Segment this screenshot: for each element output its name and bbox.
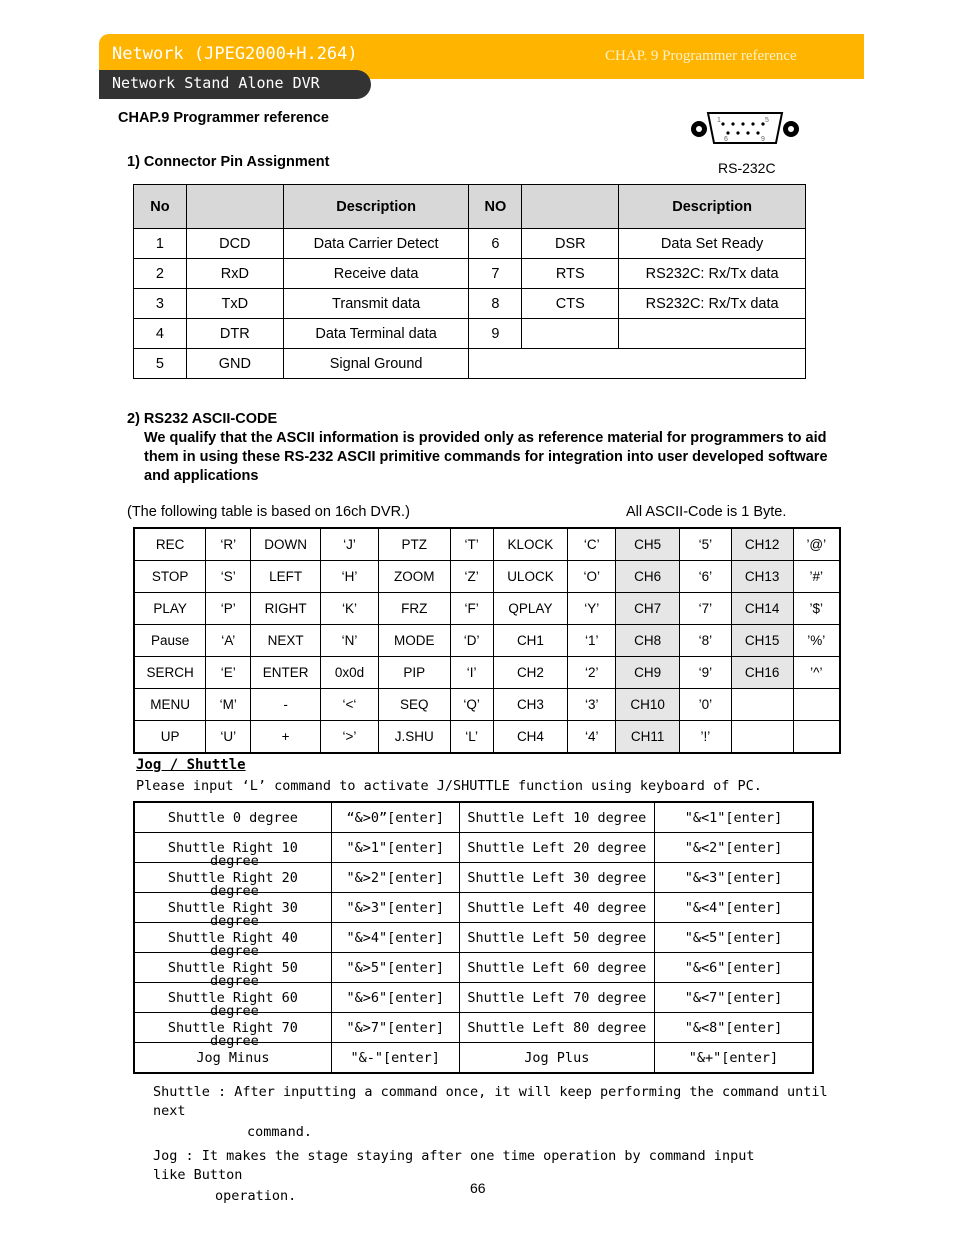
- table-row: [134, 657, 840, 689]
- table-cell: ‘8’: [680, 625, 732, 657]
- pin-label-5: 5: [765, 117, 769, 124]
- table-cell: 3: [134, 289, 187, 319]
- table-cell: UP: [134, 721, 206, 754]
- table-cell: +: [251, 721, 321, 754]
- chapter-heading: CHAP.9 Programmer reference: [118, 110, 329, 126]
- table-row: [134, 689, 840, 721]
- header-subtitle: Network Stand Alone DVR: [112, 74, 320, 92]
- table-cell: ‘Y’: [568, 593, 616, 625]
- cell-text: Shuttle 0 degree: [167, 809, 298, 826]
- table-cell: Pause: [134, 625, 206, 657]
- cell-text: "&>7"[enter]: [346, 1019, 444, 1036]
- table-cell: KLOCK: [493, 528, 568, 561]
- table-cell: [459, 983, 654, 1013]
- table-cell: Transmit data: [283, 289, 469, 319]
- jog-shuttle-table: [133, 801, 814, 1074]
- jog-shuttle-title: Jog / Shuttle: [136, 757, 246, 773]
- table-cell: SERCH: [134, 657, 206, 689]
- table-cell: 0x0d: [321, 657, 379, 689]
- cell-text: Jog Plus: [524, 1049, 590, 1066]
- table-cell: ‘R’: [206, 528, 251, 561]
- table-cell: 1: [134, 229, 187, 259]
- table-cell: [654, 983, 813, 1013]
- header-title: Network (JPEG2000+H.264): [112, 44, 358, 64]
- pin-assignment-table: [133, 184, 806, 379]
- table-cell: NEXT: [251, 625, 321, 657]
- table-cell: ‘3’: [568, 689, 616, 721]
- table-cell: [459, 953, 654, 983]
- jog-footnote: [153, 1147, 793, 1206]
- table-cell: ULOCK: [493, 561, 568, 593]
- table-cell: CH12: [731, 528, 793, 561]
- cell-text: Shuttle Right 10: [167, 839, 298, 856]
- overflow-text: degree: [210, 973, 259, 989]
- column-header: Description: [619, 185, 806, 229]
- cell-text: "&<6"[enter]: [684, 959, 783, 976]
- overflow-text: degree: [210, 943, 259, 959]
- table-cell: [331, 893, 459, 923]
- table-cell: CH8: [616, 625, 680, 657]
- table-cell: 9: [469, 319, 522, 349]
- table-cell: [134, 1033, 331, 1074]
- cell-text: "&<7"[enter]: [684, 989, 783, 1006]
- column-header: [186, 185, 283, 229]
- table-cell: RIGHT: [251, 593, 321, 625]
- ascii-code-table: [133, 527, 841, 754]
- overflow-text: degree: [210, 853, 259, 869]
- table-cell: [331, 863, 459, 893]
- table-cell: [654, 1013, 813, 1043]
- table-cell: [731, 721, 793, 754]
- table-cell: CH3: [493, 689, 568, 721]
- table-cell: Signal Ground: [283, 349, 469, 379]
- table-cell: 6: [469, 229, 522, 259]
- cell-text: "&>5"[enter]: [346, 959, 444, 976]
- cell-text: Shuttle Left 80 degree: [467, 1019, 647, 1036]
- table-cell: CH15: [731, 625, 793, 657]
- table-row: [134, 561, 840, 593]
- table-cell: REC: [134, 528, 206, 561]
- table-cell: TxD: [186, 289, 283, 319]
- shuttle-note-line: command.: [247, 1124, 313, 1140]
- table-cell: SEQ: [378, 689, 450, 721]
- table-cell: [619, 319, 806, 349]
- cell-text: "&<5"[enter]: [684, 929, 783, 946]
- table-cell: ‘>’: [321, 721, 379, 754]
- cell-text: "&>4"[enter]: [346, 929, 444, 946]
- column-header: Description: [283, 185, 469, 229]
- cell-text: Shuttle Left 20 degree: [467, 839, 647, 856]
- cell-text: Shuttle Right 40: [167, 929, 298, 946]
- table-cell: QPLAY: [493, 593, 568, 625]
- cell-text: Shuttle Right 70: [167, 1019, 298, 1036]
- table-cell: ‘U’: [206, 721, 251, 754]
- table-row: [134, 625, 840, 657]
- page-number: 66: [470, 1180, 486, 1196]
- cell-text: "&<3"[enter]: [684, 869, 783, 886]
- cell-text: Shuttle Right 60: [167, 989, 298, 1006]
- table-cell: ‘1’: [568, 625, 616, 657]
- table-cell: [654, 893, 813, 923]
- table-cell: CH6: [616, 561, 680, 593]
- connector-label: RS-232C: [718, 160, 776, 176]
- column-header: No: [134, 185, 187, 229]
- table-cell: ‘6’: [680, 561, 732, 593]
- table-cell: [134, 802, 331, 833]
- table-cell: DSR: [522, 229, 619, 259]
- table-cell: PLAY: [134, 593, 206, 625]
- table-cell: DCD: [186, 229, 283, 259]
- table-cell: GND: [186, 349, 283, 379]
- table-cell: ‘Z’: [450, 561, 493, 593]
- table-cell: CH16: [731, 657, 793, 689]
- cell-text: "&>1"[enter]: [346, 839, 444, 856]
- column-header: [522, 185, 619, 229]
- table-header-row: [134, 185, 806, 229]
- cell-text: "&>6"[enter]: [346, 989, 444, 1006]
- jog-note-line: Jog : It makes the stage staying after one time operation by command input like Button: [153, 1148, 755, 1183]
- table-cell: RS232C: Rx/Tx data: [619, 289, 806, 319]
- table-cell: [331, 953, 459, 983]
- cell-text: Shuttle Left 10 degree: [467, 809, 647, 826]
- table-cell: ’^’: [793, 657, 840, 689]
- table-cell: ‘I’: [450, 657, 493, 689]
- table-cell: MODE: [378, 625, 450, 657]
- table-row: [134, 289, 806, 319]
- table-cell: CH5: [616, 528, 680, 561]
- cell-text: "&>2"[enter]: [346, 869, 444, 886]
- cell-text: "&<4"[enter]: [684, 899, 783, 916]
- table-row: [134, 349, 806, 379]
- table-cell: [459, 893, 654, 923]
- table-cell: [793, 721, 840, 754]
- table-cell-empty: [469, 349, 806, 379]
- table-cell: Receive data: [283, 259, 469, 289]
- table-cell: ‘C’: [568, 528, 616, 561]
- cell-text: "&-"[enter]: [350, 1049, 440, 1066]
- cell-text: “&>0”[enter]: [346, 809, 444, 826]
- table-cell: PIP: [378, 657, 450, 689]
- header-chapter: CHAP. 9 Programmer reference: [605, 48, 797, 64]
- table-cell: CH9: [616, 657, 680, 689]
- table-cell: [654, 1043, 813, 1074]
- table-cell: DOWN: [251, 528, 321, 561]
- column-header: NO: [469, 185, 522, 229]
- table-cell: [331, 1013, 459, 1043]
- jog-note-line: operation.: [215, 1188, 297, 1204]
- overflow-text: degree: [210, 1033, 259, 1049]
- table-cell: [331, 923, 459, 953]
- table-cell: 4: [134, 319, 187, 349]
- table-cell: MENU: [134, 689, 206, 721]
- table-cell: [654, 863, 813, 893]
- section1-title: 1) Connector Pin Assignment: [127, 154, 330, 170]
- table-row: [134, 721, 840, 754]
- table-cell: ’@’: [793, 528, 840, 561]
- overflow-text: degree: [210, 1003, 259, 1019]
- table-cell: ‘5’: [680, 528, 732, 561]
- table-cell: ‘S’: [206, 561, 251, 593]
- table-cell: [459, 923, 654, 953]
- cell-text: Shuttle Right 50: [167, 959, 298, 976]
- table-cell: 8: [469, 289, 522, 319]
- table-cell: Data Set Ready: [619, 229, 806, 259]
- table-cell: [654, 953, 813, 983]
- table-cell: ‘F’: [450, 593, 493, 625]
- table-cell: ‘J’: [321, 528, 379, 561]
- cell-text: Shuttle Left 50 degree: [467, 929, 647, 946]
- table-cell: ‘2’: [568, 657, 616, 689]
- table-cell: ‘4’: [568, 721, 616, 754]
- table-cell: CH1: [493, 625, 568, 657]
- table-cell: CH2: [493, 657, 568, 689]
- table-cell: ‘O’: [568, 561, 616, 593]
- table-cell: ‘D’: [450, 625, 493, 657]
- table-cell: STOP: [134, 561, 206, 593]
- pin-label-1: 1: [717, 117, 721, 124]
- cell-text: Shuttle Right 20: [167, 869, 298, 886]
- table-cell: ’#’: [793, 561, 840, 593]
- table-cell: [654, 833, 813, 863]
- table-cell: Data Terminal data: [283, 319, 469, 349]
- table-cell: RxD: [186, 259, 283, 289]
- table-cell: [459, 833, 654, 863]
- cell-text: "&<1"[enter]: [684, 809, 783, 826]
- byte-note: All ASCII-Code is 1 Byte.: [626, 504, 787, 520]
- cell-text: "&>3"[enter]: [346, 899, 444, 916]
- cell-text: Shuttle Left 70 degree: [467, 989, 647, 1006]
- table-cell: CH7: [616, 593, 680, 625]
- cell-text: Shuttle Left 60 degree: [467, 959, 647, 976]
- table-cell: ’0’: [680, 689, 732, 721]
- table-cell: 5: [134, 349, 187, 379]
- table-cell: [654, 923, 813, 953]
- table-cell: CH4: [493, 721, 568, 754]
- cell-text: Shuttle Right 30: [167, 899, 298, 916]
- table-cell: LEFT: [251, 561, 321, 593]
- table-cell: [459, 1013, 654, 1043]
- table-row: [134, 528, 840, 561]
- table-cell: ‘N’: [321, 625, 379, 657]
- cell-text: Jog Minus: [196, 1049, 270, 1066]
- table-note: (The following table is based on 16ch DVR.): [127, 504, 410, 520]
- table-cell: [654, 802, 813, 833]
- jog-shuttle-description: Please input ‘L’ command to activate J/SHUTTLE function using keyboard of PC.: [136, 778, 762, 794]
- pin-label-6: 6: [724, 136, 728, 143]
- table-cell: ‘E’: [206, 657, 251, 689]
- shuttle-note-line: Shuttle : After inputting a command once, it will keep performing the command until next: [153, 1084, 828, 1119]
- table-cell: [331, 1043, 459, 1074]
- overflow-text: degree: [210, 883, 259, 899]
- table-cell: [793, 689, 840, 721]
- table-cell: [731, 689, 793, 721]
- table-cell: ENTER: [251, 657, 321, 689]
- table-cell: ‘L’: [450, 721, 493, 754]
- cell-text: "&<8"[enter]: [684, 1019, 783, 1036]
- cell-text: "&<2"[enter]: [684, 839, 783, 856]
- table-row: [134, 259, 806, 289]
- table-cell: ‘K’: [321, 593, 379, 625]
- table-cell: 2: [134, 259, 187, 289]
- table-cell: ‘H’: [321, 561, 379, 593]
- db9-connector-icon: [690, 110, 802, 150]
- table-row: [134, 319, 806, 349]
- table-cell: J.SHU: [378, 721, 450, 754]
- table-cell: [522, 319, 619, 349]
- table-row: [134, 593, 840, 625]
- table-cell: CH14: [731, 593, 793, 625]
- table-cell: ’!’: [680, 721, 732, 754]
- section2-description: We qualify that the ASCII information is provided only as reference material for programmers to aid them in using these RS-232 ASCII primitive commands for integration into user developed software and applications: [144, 430, 828, 484]
- table-cell: ‘M’: [206, 689, 251, 721]
- table-cell: ‘P’: [206, 593, 251, 625]
- table-cell: ‘<‘: [321, 689, 379, 721]
- table-cell: [459, 802, 654, 833]
- table-cell: RS232C: Rx/Tx data: [619, 259, 806, 289]
- table-cell: ‘T’: [450, 528, 493, 561]
- table-cell: ’$’: [793, 593, 840, 625]
- shuttle-footnote: [153, 1083, 833, 1142]
- table-cell: ZOOM: [378, 561, 450, 593]
- table-cell: [459, 863, 654, 893]
- table-cell: -: [251, 689, 321, 721]
- table-cell: RTS: [522, 259, 619, 289]
- section2-title: 2) RS232 ASCII-CODE: [127, 411, 278, 427]
- table-cell: 7: [469, 259, 522, 289]
- table-cell: [331, 833, 459, 863]
- cell-text: Shuttle Left 40 degree: [467, 899, 647, 916]
- table-cell: FRZ: [378, 593, 450, 625]
- table-cell: DTR: [186, 319, 283, 349]
- table-cell: ’%’: [793, 625, 840, 657]
- table-cell: PTZ: [378, 528, 450, 561]
- cell-text: "&+"[enter]: [688, 1049, 779, 1066]
- table-cell: CH11: [616, 721, 680, 754]
- overflow-text: degree: [210, 913, 259, 929]
- pin-label-9: 9: [761, 136, 765, 143]
- cell-text: Shuttle Left 30 degree: [467, 869, 647, 886]
- table-cell: Data Carrier Detect: [283, 229, 469, 259]
- table-cell: ‘7’: [680, 593, 732, 625]
- table-cell: ‘A’: [206, 625, 251, 657]
- table-cell: [459, 1043, 654, 1074]
- table-row: [134, 802, 813, 833]
- table-cell: ‘9’: [680, 657, 732, 689]
- table-row: [134, 229, 806, 259]
- table-cell: [331, 983, 459, 1013]
- table-cell: ‘Q’: [450, 689, 493, 721]
- table-cell: CH13: [731, 561, 793, 593]
- table-cell: CH10: [616, 689, 680, 721]
- table-cell: CTS: [522, 289, 619, 319]
- table-row: [134, 1043, 813, 1074]
- table-cell: [331, 802, 459, 833]
